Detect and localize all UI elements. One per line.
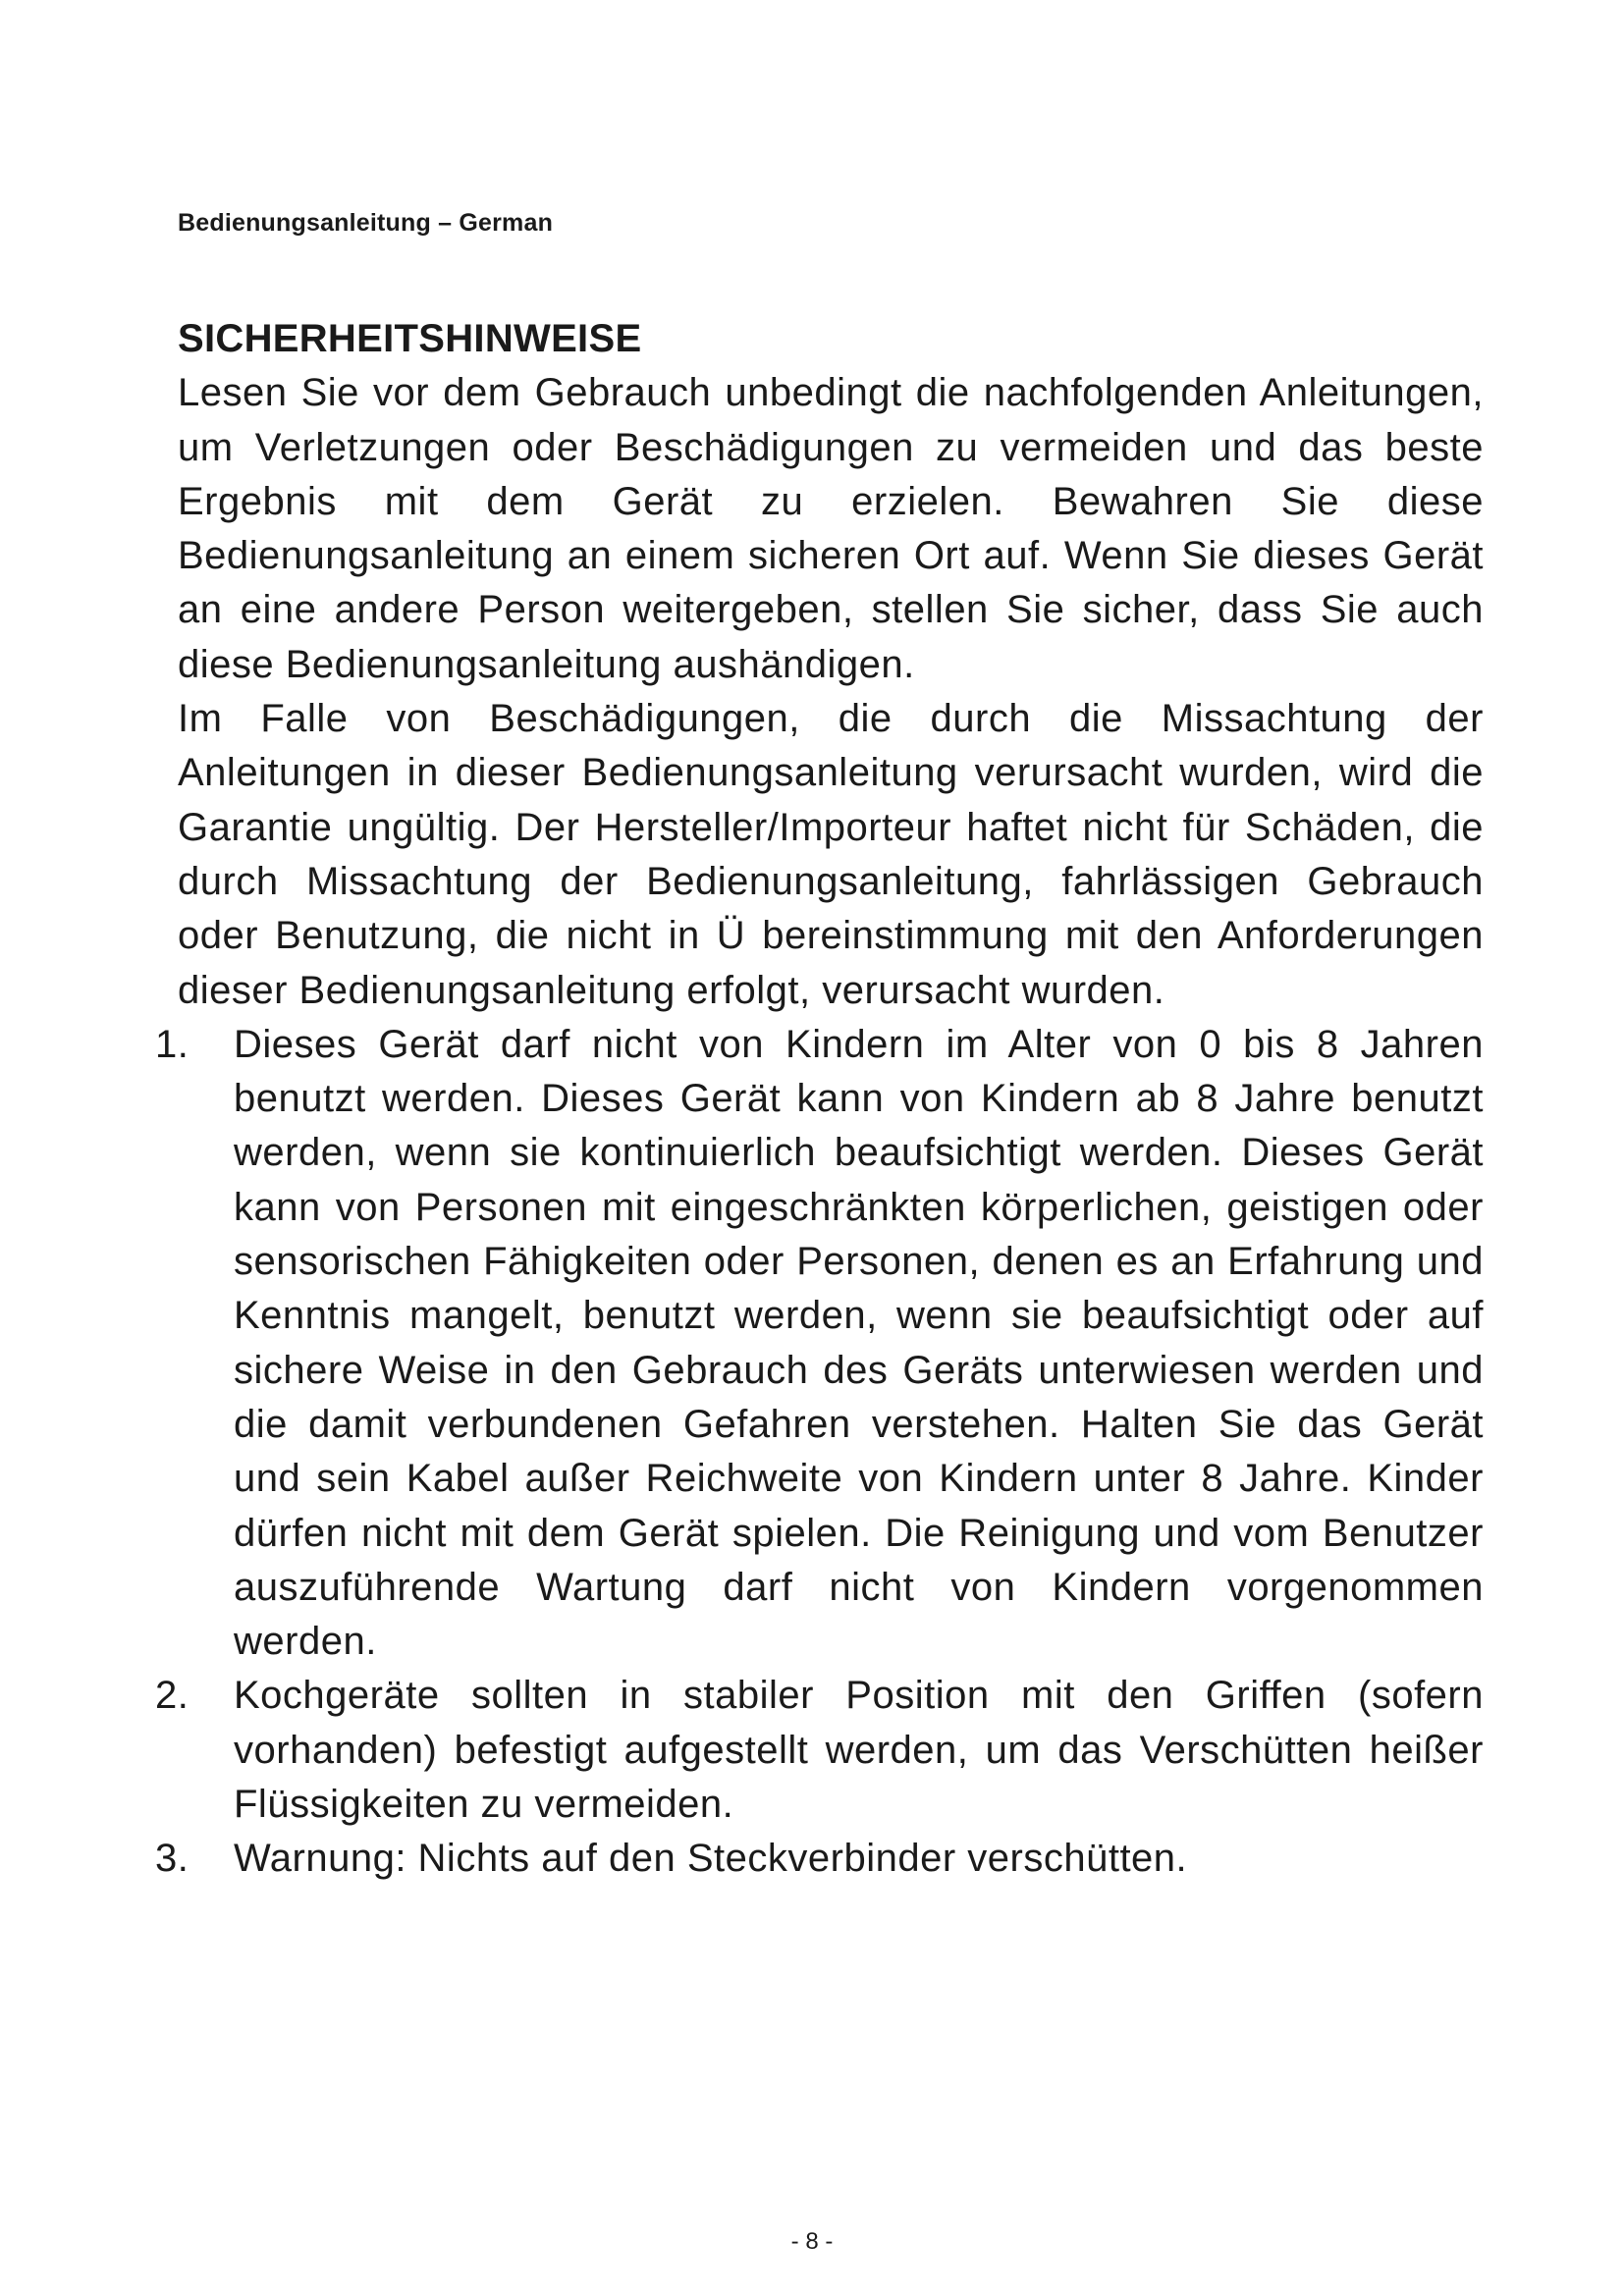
document-header-label: Bedienungsanleitung – German — [178, 209, 554, 237]
list-item — [155, 1669, 1484, 1832]
intro-paragraph: Lesen Sie vor dem Gebrauch unbedingt die nachfolgenden Anleitungen, um Verletzungen oder Beschädigungen zu vermeiden und das beste Ergebnis mit dem Gerät zu erzielen. Bewahren Sie diese Bedienungsanleitung an einem sicheren Ort auf. Wenn Sie dieses Gerät an eine andere Person weitergeben, stellen Sie sicher, dass Sie auch diese Bedienungsanleitung aushändigen. — [178, 371, 1484, 686]
list-item-text: Dieses Gerät darf nicht von Kindern im Alter von 0 bis 8 Jahren benutzt werden. Dieses Gerät kann von Kindern ab 8 Jahre benutzt werden, wenn sie kontinuierlich beaufsichtigt werden. Dieses Gerät kann von Personen mit eingeschränkten körperlichen, geistigen oder sensorischen Fähigkeiten oder Personen, denen es an Erfahrung und Kenntnis mangelt, benutzt werden, wenn sie beaufsichtigt oder auf sichere Weise in den Gebrauch des Geräts unterwiesen werden und die damit verbundenen Gefahren verstehen. Halten Sie das Gerät und sein Kabel außer Reichweite von Kindern unter 8 Jahre. Kinder dürfen nicht mit dem Gerät spielen. Die Reinigung und vom Benutzer auszuführende Wartung darf nicht von Kindern vorgenommen werden. — [234, 1022, 1484, 1664]
list-item — [155, 1832, 1484, 1886]
safety-instructions-list — [155, 1018, 1484, 1887]
safety-section — [155, 312, 1484, 1887]
list-item — [155, 1018, 1484, 1670]
list-item-number: 2. — [155, 1674, 189, 1718]
list-item-number: 1. — [155, 1022, 189, 1066]
list-item-text: Warnung: Nichts auf den Steckverbinder verschütten. — [234, 1837, 1188, 1881]
page-number: - 8 - — [790, 2228, 834, 2255]
section-title: SICHERHEITSHINWEISE — [178, 317, 642, 360]
list-item-text: Kochgeräte sollten in stabiler Position mit den Griffen (sofern vorhanden) befestigt aufgestellt werden, um das Verschütten heißer Flüssigkeiten zu vermeiden. — [234, 1674, 1484, 1827]
list-item-number: 3. — [155, 1837, 189, 1881]
warranty-paragraph: Im Falle von Beschädigungen, die durch die Missachtung der Anleitungen in dieser Bedienungsanleitung verursacht wurden, wird die Garantie ungültig. Der Hersteller/Importeur haftet nicht für Schäden, die durch Missachtung der Bedienungsanleitung, fahrlässigen Gebrauch oder Benutzung, die nicht in Ü bereinstimmung mit den Anforderungen dieser Bedienungsanleitung erfolgt, verursacht wurden. — [178, 697, 1484, 1012]
